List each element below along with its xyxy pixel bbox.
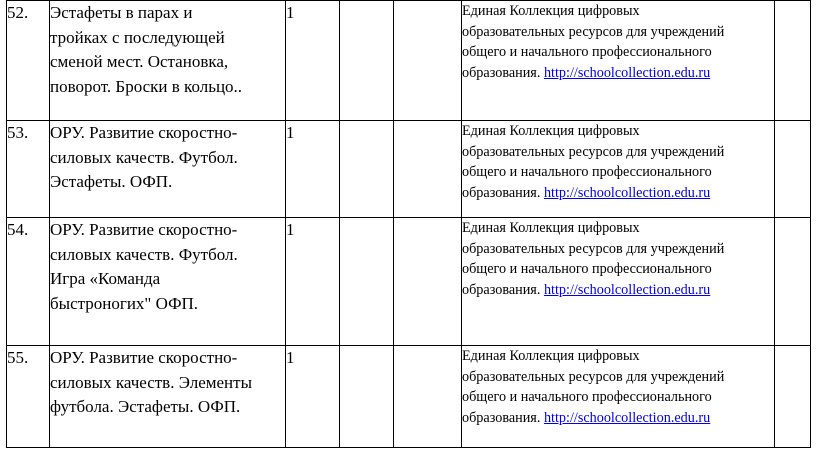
resource-text: образовательных ресурсов для учреждений (462, 143, 725, 160)
resource-text: образования. (462, 184, 541, 201)
lesson-topic-line: силовых качеств. Элементы (50, 372, 252, 392)
empty-cell-2 (394, 218, 462, 346)
lesson-topic-line: силовых качеств. Футбол. (50, 244, 238, 264)
empty-cell-1 (340, 346, 394, 448)
resource-text: Единая Коллекция цифровых (462, 3, 640, 19)
resource-line (462, 218, 774, 239)
resource-text: общего и начального профессионального (462, 44, 712, 60)
resource-line (462, 367, 774, 388)
lesson-plan-table (6, 0, 811, 448)
digital-resources (462, 346, 775, 448)
lesson-hours: 1 (286, 121, 340, 218)
table-row (7, 346, 811, 448)
resource-line (462, 142, 774, 163)
resource-line (462, 346, 774, 367)
lesson-number: 55. (7, 346, 50, 448)
resource-line (462, 259, 774, 280)
empty-cell-3 (775, 121, 811, 218)
resource-line (462, 408, 774, 429)
empty-cell-3 (775, 346, 811, 448)
empty-cell-2 (394, 121, 462, 218)
lesson-number: 53. (7, 121, 50, 218)
resource-line (462, 239, 774, 260)
lesson-topic (50, 1, 286, 121)
table-row (7, 218, 811, 346)
lesson-topic-line: ОРУ. Развитие скоростно- (50, 348, 238, 367)
lesson-topic-line: сменой мест. Остановка, (50, 52, 229, 71)
resource-text: образования. (462, 64, 541, 81)
lesson-topic-line: тройках с последующей (50, 27, 225, 47)
empty-cell-3 (775, 1, 811, 121)
lesson-topic-line: ОРУ. Развитие скоростно- (50, 220, 238, 239)
lesson-hours: 1 (286, 346, 340, 448)
resource-link[interactable]: http://schoolcollection.edu.ru (543, 64, 711, 81)
resource-text: общего и начального профессионального (462, 164, 712, 180)
digital-resources (462, 121, 775, 218)
lesson-topic (50, 346, 286, 448)
lesson-topic-line: силовых качеств. Футбол. (50, 147, 238, 167)
empty-cell-1 (340, 1, 394, 121)
resource-text: образовательных ресурсов для учреждений (462, 368, 725, 385)
lesson-topic-line: Эстафеты в парах и (50, 3, 193, 22)
digital-resources (462, 218, 775, 346)
lesson-topic-line: быстроногих" ОФП. (50, 293, 199, 313)
resource-text: Единая Коллекция цифровых (462, 348, 640, 364)
empty-cell-3 (775, 218, 811, 346)
table-row (7, 121, 811, 218)
resource-link[interactable]: http://schoolcollection.edu.ru (543, 409, 711, 426)
empty-cell-2 (394, 346, 462, 448)
resource-text: Единая Коллекция цифровых (462, 220, 640, 236)
resource-line (462, 280, 774, 301)
resource-text: общего и начального профессионального (462, 261, 712, 277)
resource-text: образовательных ресурсов для учреждений (462, 23, 725, 40)
resource-text: общего и начального профессионального (462, 389, 712, 405)
resource-line (462, 42, 774, 63)
resource-line (462, 387, 774, 408)
empty-cell-2 (394, 1, 462, 121)
lesson-topic-line: Игра «Команда (50, 269, 161, 288)
lesson-topic (50, 218, 286, 346)
resource-text: образования. (462, 409, 541, 426)
resource-line (462, 162, 774, 183)
table-row (7, 1, 811, 121)
resource-line (462, 63, 774, 84)
resource-text: образования. (462, 281, 541, 298)
lesson-hours: 1 (286, 218, 340, 346)
resource-link[interactable]: http://schoolcollection.edu.ru (543, 281, 711, 298)
resource-line (462, 121, 774, 142)
resource-line (462, 183, 774, 204)
lesson-hours: 1 (286, 1, 340, 121)
lesson-plan-body (7, 1, 811, 448)
lesson-topic (50, 121, 286, 218)
resource-line (462, 1, 774, 22)
resource-text: образовательных ресурсов для учреждений (462, 240, 725, 257)
resource-line (462, 22, 774, 43)
lesson-number: 54. (7, 218, 50, 346)
lesson-number: 52. (7, 1, 50, 121)
lesson-topic-line: поворот. Броски в кольцо.. (50, 76, 243, 96)
digital-resources (462, 1, 775, 121)
resource-link[interactable]: http://schoolcollection.edu.ru (543, 184, 711, 201)
empty-cell-1 (340, 121, 394, 218)
resource-text: Единая Коллекция цифровых (462, 123, 640, 139)
empty-cell-1 (340, 218, 394, 346)
lesson-topic-line: ОРУ. Развитие скоростно- (50, 123, 238, 142)
lesson-topic-line: Эстафеты. ОФП. (50, 172, 173, 191)
lesson-topic-line: футбола. Эстафеты. ОФП. (50, 397, 241, 416)
